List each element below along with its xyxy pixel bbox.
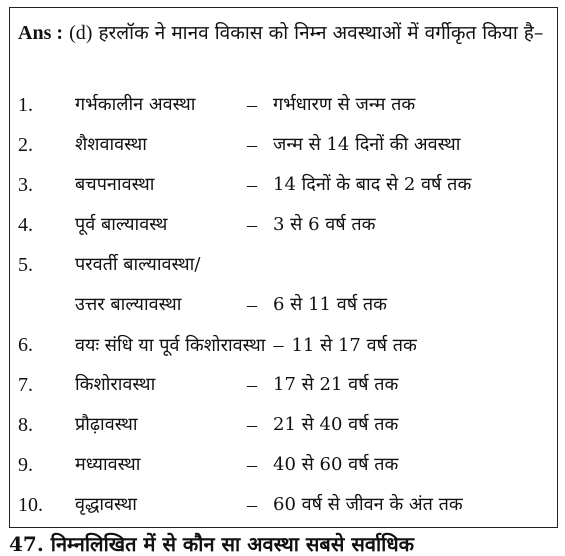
stage-dash: – xyxy=(247,94,257,116)
stage-dash: – xyxy=(247,294,257,316)
stage-row xyxy=(10,485,555,525)
stage-number: 2. xyxy=(18,134,33,156)
stage-range: जन्म से 14 दिनों की अवस्था xyxy=(273,134,461,155)
stage-row xyxy=(10,325,555,365)
stage-name: उत्तर बाल्यावस्था xyxy=(75,294,182,315)
stage-dash: – xyxy=(247,494,257,516)
stage-row xyxy=(10,285,555,325)
stage-dash: – xyxy=(247,174,257,196)
stage-name: शैशवावस्था xyxy=(75,134,147,155)
stage-row xyxy=(10,125,555,165)
answer-option: (d) xyxy=(69,22,93,44)
stage-range: 14 दिनों के बाद से 2 वर्ष तक xyxy=(273,174,472,195)
stage-row xyxy=(10,405,555,445)
answer-intro xyxy=(18,17,552,49)
stage-number: 5. xyxy=(18,254,33,276)
stage-name: परवर्ती बाल्यावस्था/ xyxy=(75,254,201,275)
stage-dash: – xyxy=(247,374,257,396)
stage-name: पूर्व बाल्यावस्थ xyxy=(75,214,168,235)
stage-number: 9. xyxy=(18,454,33,476)
stage-range: 17 से 21 वर्ष तक xyxy=(273,374,399,395)
stage-number: 3. xyxy=(18,174,33,196)
stage-name: वयः संधि या पूर्व किशोरावस्था xyxy=(75,335,266,356)
stage-row xyxy=(10,445,555,485)
stage-number: 7. xyxy=(18,374,33,396)
stage-name: गर्भकालीन अवस्था xyxy=(75,94,196,115)
stage-row xyxy=(10,205,555,245)
stage-range: 3 से 6 वर्ष तक xyxy=(273,214,376,235)
stage-range: 60 वर्ष से जीवन के अंत तक xyxy=(273,494,463,515)
stage-number: 8. xyxy=(18,414,33,436)
stage-range: 40 से 60 वर्ष तक xyxy=(273,454,399,475)
stage-dash: – xyxy=(247,134,257,156)
stage-range: 6 से 11 वर्ष तक xyxy=(273,294,387,315)
next-question-fragment: 47. निम्नलिखित में से कौन सा अवस्था सबसे सर्वाधिक xyxy=(9,532,414,556)
stage-number: 10. xyxy=(18,494,43,516)
stage-range: 11 से 17 वर्ष तक xyxy=(291,335,417,356)
stage-name: प्रौढ़ावस्था xyxy=(75,414,138,435)
stage-name: मध्यावस्था xyxy=(75,454,141,475)
stage-number: 6. xyxy=(18,334,33,356)
stage-name: वृद्धावस्था xyxy=(75,494,137,515)
answer-intro-text: हरलॉक ने मानव विकास को निम्न अवस्थाओं में वर्गीकृत किया है– xyxy=(98,22,544,44)
stage-number: 1. xyxy=(18,94,33,116)
stage-dash: – xyxy=(247,454,257,476)
stage-row xyxy=(10,365,555,405)
next-question-strip xyxy=(9,532,558,556)
stage-dash: – xyxy=(247,414,257,436)
stage-dash: – xyxy=(247,214,257,236)
stage-row xyxy=(10,85,555,125)
stage-number: 4. xyxy=(18,214,33,236)
stage-range: गर्भधारण से जन्म तक xyxy=(273,94,416,115)
stage-row xyxy=(10,245,555,285)
stage-dash: – xyxy=(273,334,284,356)
answer-box xyxy=(9,7,558,528)
answer-label: Ans : xyxy=(18,22,64,44)
stage-name: किशोरावस्था xyxy=(75,374,156,395)
stage-name: बचपनावस्था xyxy=(75,174,155,195)
stage-row xyxy=(10,165,555,205)
stage-range: 21 से 40 वर्ष तक xyxy=(273,414,399,435)
